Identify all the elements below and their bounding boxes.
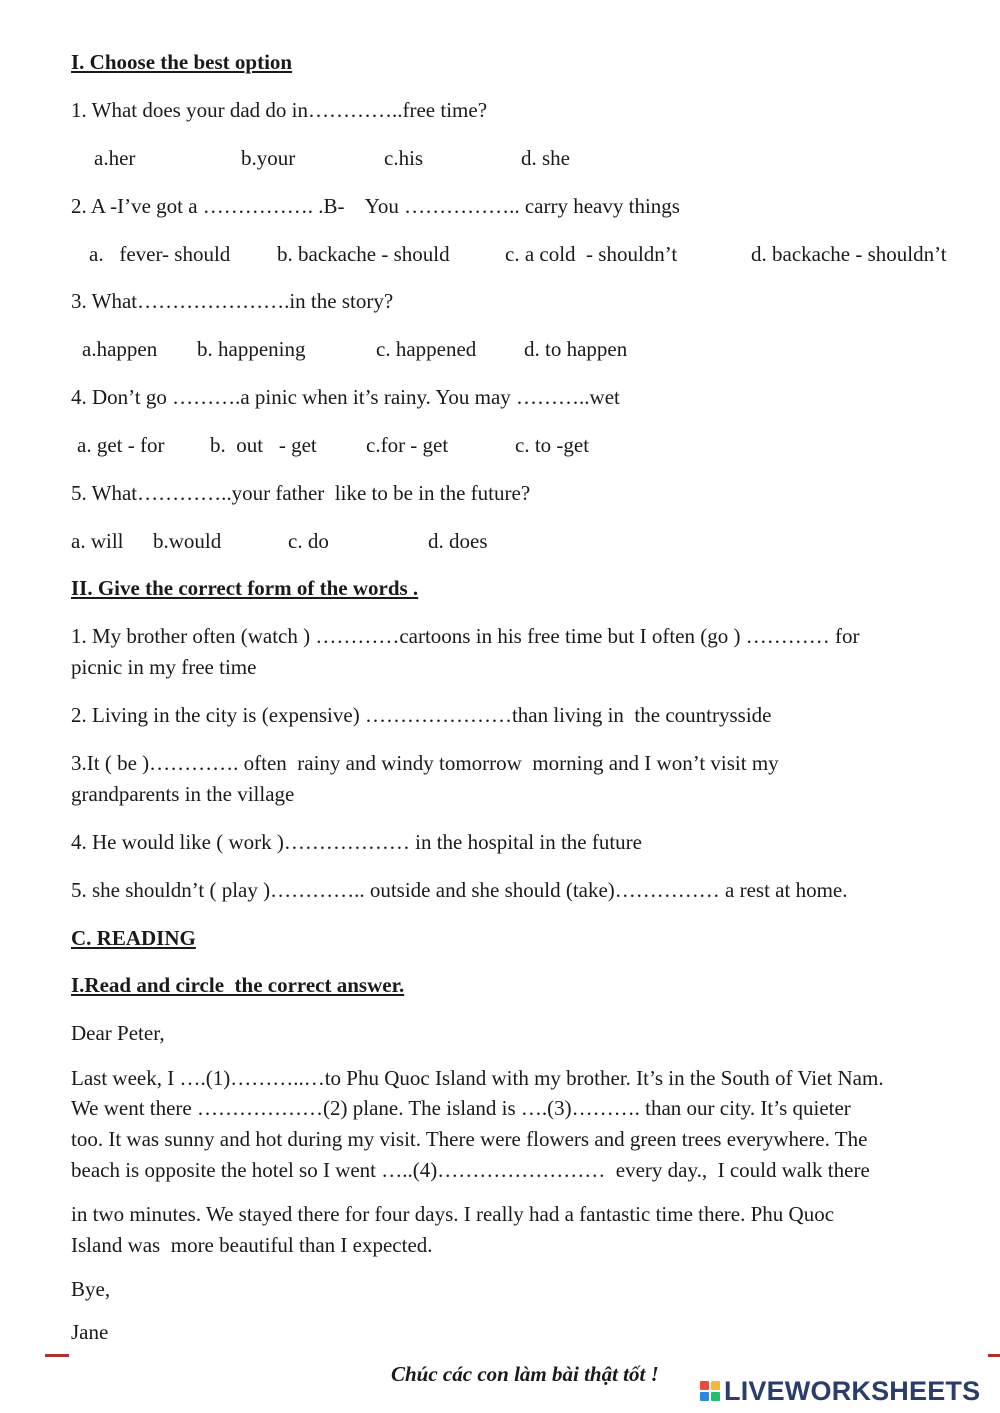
item-2: 2. Living in the city is (expensive) …………………than living in the countrysside (71, 703, 772, 727)
letter-line: beach is opposite the hotel so I went …..(4)…………………… every day., I could walk there (71, 1158, 870, 1182)
liveworksheets-logo (700, 1378, 980, 1405)
q5-option-d: d. does (428, 529, 488, 553)
q4-option-d: c. to -get (515, 433, 590, 457)
item-4: 4. He would like ( work )……………… in the hospital in the future (71, 830, 642, 854)
footer-message: Chúc các con làm bài thật tốt ! (391, 1362, 659, 1386)
footer-left-mark (45, 1354, 69, 1357)
section-1-heading: I. Choose the best option (71, 50, 293, 74)
letter-line: Last week, I ….(1)………..…to Phu Quoc Island with my brother. It’s in the South of Viet Nam. (71, 1066, 884, 1090)
item-1-line-2: picnic in my free time (71, 655, 257, 679)
q5-option-a: a. will (71, 529, 124, 553)
q3-option-c: c. happened (376, 337, 477, 361)
reading-heading: C. READING (71, 926, 196, 950)
q4-option-a: a. get - for (77, 433, 165, 457)
question-5: 5. What…………..your father like to be in the future? (71, 481, 531, 505)
liveworksheets-brand: LIVEWORKSHEETS (724, 1376, 981, 1406)
q2-option-b: b. backache - should (277, 242, 450, 266)
section-2-heading: II. Give the correct form of the words . (71, 576, 419, 600)
reading-subheading: I.Read and circle the correct answer. (71, 973, 405, 997)
q4-option-c: c.for - get (366, 433, 449, 457)
q4-option-b: b. out - get (210, 433, 317, 457)
letter-line: We went there ………………(2) plane. The island is ….(3)………. than our city. It’s quieter (71, 1096, 851, 1120)
q3-option-d: d. to happen (524, 337, 628, 361)
letter-signature: Jane (71, 1320, 109, 1344)
letter-line: too. It was sunny and hot during my visit. There were flowers and green trees everywhere. The (71, 1127, 868, 1151)
letter-greeting: Dear Peter, (71, 1021, 165, 1045)
q1-option-d: d. she (521, 146, 570, 170)
question-1: 1. What does your dad do in…………..free time? (71, 98, 488, 122)
q2-option-d: d. backache - shouldn’t (751, 242, 947, 266)
question-3: 3. What………………….in the story? (71, 289, 394, 313)
footer-right-mark (988, 1354, 1000, 1357)
item-5: 5. she shouldn’t ( play )………….. outside and she should (take)…………… a rest at home. (71, 878, 848, 902)
letter-closing: Bye, (71, 1277, 111, 1301)
letter-line: Island was more beautiful than I expected. (71, 1233, 433, 1257)
item-1-line-1: 1. My brother often (watch ) …………cartoons in his free time but I often (go ) ………… for (71, 624, 860, 648)
q3-option-b: b. happening (197, 337, 306, 361)
q3-option-a: a.happen (82, 337, 158, 361)
question-4: 4. Don’t go ……….a pinic when it’s rainy. You may ………..wet (71, 385, 620, 409)
q5-option-c: c. do (288, 529, 329, 553)
letter-line: in two minutes. We stayed there for four days. I really had a fantastic time there. Phu Quoc (71, 1202, 835, 1226)
q2-option-a: a. fever- should (89, 242, 231, 266)
q1-option-c: c.his (384, 146, 424, 170)
q1-option-b: b.your (241, 146, 296, 170)
question-2: 2. A -I’ve got a ……………. .B- You …………….. carry heavy things (71, 194, 680, 218)
q5-option-b: b.would (153, 529, 222, 553)
q1-option-a: a.her (94, 146, 136, 170)
q2-option-c: c. a cold - shouldn’t (505, 242, 678, 266)
item-3-line-1: 3.It ( be )…………. often rainy and windy tomorrow morning and I won’t visit my (71, 751, 779, 775)
liveworksheets-icon (700, 1381, 722, 1403)
item-3-line-2: grandparents in the village (71, 782, 295, 806)
